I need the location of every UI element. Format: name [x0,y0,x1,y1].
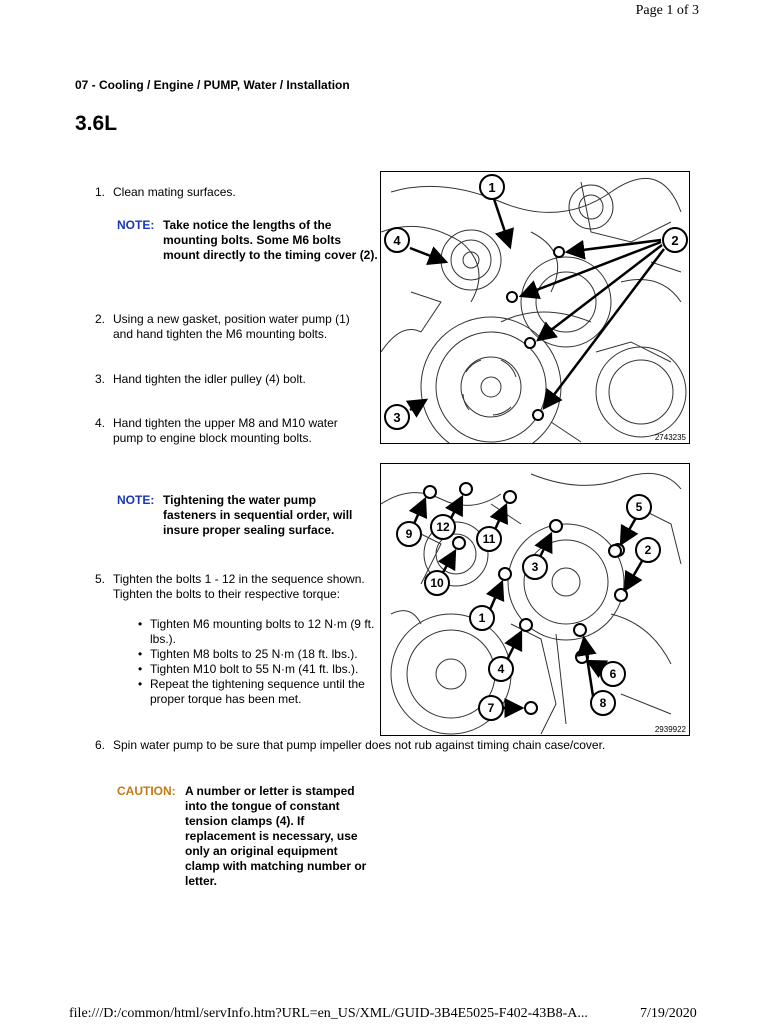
note-label: NOTE: [117,493,155,507]
callout-1 [480,175,504,199]
callout-2 [663,228,687,252]
svg-text:3: 3 [393,410,401,425]
step-text-line-1: Using a new gasket, position water pump (1) [113,312,350,326]
svg-text:3: 3 [531,560,539,574]
callout-7 [479,696,503,720]
page-number: Page 1 of 3 [635,3,699,18]
list-item: • Repeat the tightening sequence until the proper torque has been met. [138,677,383,707]
engine-illustration-1 [381,172,689,443]
callout-5 [627,495,651,519]
callout-8 [591,691,615,715]
step-text: Hand tighten the idler pulley (4) bolt. [113,372,306,386]
note-label: NOTE: [117,218,155,232]
step-text-line-2: Tighten the bolts to their respective torque: [113,587,341,601]
callout-10 [425,571,449,595]
svg-text:6: 6 [609,667,617,681]
callout-6 [601,662,625,686]
svg-text:12: 12 [436,520,450,534]
water-pump-figure-2 [380,463,690,736]
step-number: 3. [95,372,106,386]
step-text-line-1: Hand tighten the upper M8 and M10 water [113,416,338,430]
callout-4 [385,228,409,252]
svg-text:8: 8 [599,696,607,710]
svg-text:11: 11 [482,532,496,546]
list-item: • Tighten M8 bolts to 25 N·m (18 ft. lbs.). [138,647,383,662]
svg-text:7: 7 [487,701,495,715]
footer-date: 7/19/2020 [640,1006,697,1021]
callout-4 [489,657,513,681]
bolt-sequence-illustration [381,464,689,735]
footer-url: file:///D:/common/html/servInfo.htm?URL=en_US/XML/GUID-3B4E5025-F402-43B8-A... [69,1006,588,1021]
svg-text:1: 1 [478,611,486,625]
callout-9 [397,522,421,546]
torque-list [138,617,383,707]
callout-11 [477,527,501,551]
callout-3 [523,555,547,579]
figure-id: 2743235 [654,433,686,442]
callout-2 [636,538,660,562]
list-item: • Tighten M6 mounting bolts to 12 N·m (9 ft. lbs.). [138,617,383,647]
step-text-line-2: and hand tighten the M6 mounting bolts. [113,327,328,341]
water-pump-figure-1 [380,171,690,444]
callout-1 [470,606,494,630]
svg-text:1: 1 [488,180,496,195]
page-title: 3.6L [75,112,118,135]
svg-text:4: 4 [497,662,505,676]
svg-text:9: 9 [405,527,413,541]
step-text-line-2: pump to engine block mounting bolts. [113,431,312,445]
svg-text:2: 2 [671,233,679,248]
callout-12 [431,515,455,539]
note-text: Take notice the lengths of the mounting bolts. Some M6 bolts mount directly to the timing cover (2). [163,218,378,262]
step-text: Clean mating surfaces. [113,185,236,199]
step-text-line-1: Tighten the bolts 1 - 12 in the sequence shown. [113,572,365,586]
step-number: 4. [95,416,106,430]
svg-text:10: 10 [430,576,444,590]
svg-text:5: 5 [635,500,643,514]
caution-text: A number or letter is stamped into the tongue of constant tension clamps (4). If replacement is necessary, use only an original equipment clamp with matching number or letter. [185,784,367,888]
breadcrumb: 07 - Cooling / Engine / PUMP, Water / Installation [75,78,350,92]
svg-text:2: 2 [644,543,652,557]
step-number: 6. [95,738,106,752]
figure-id: 2939922 [654,725,686,734]
note-text: Tightening the water pump fasteners in sequential order, will insure proper sealing surface. [163,493,353,537]
step-text: Spin water pump to be sure that pump impeller does not rub against timing chain case/cover. [113,738,606,752]
callout-3 [385,405,409,429]
list-item: • Tighten M10 bolt to 55 N·m (41 ft. lbs.). [138,662,383,677]
step-number: 1. [95,185,106,199]
caution-label: CAUTION: [117,784,176,798]
step-number: 5. [95,572,106,586]
step-number: 2. [95,312,106,326]
svg-text:4: 4 [393,233,401,248]
